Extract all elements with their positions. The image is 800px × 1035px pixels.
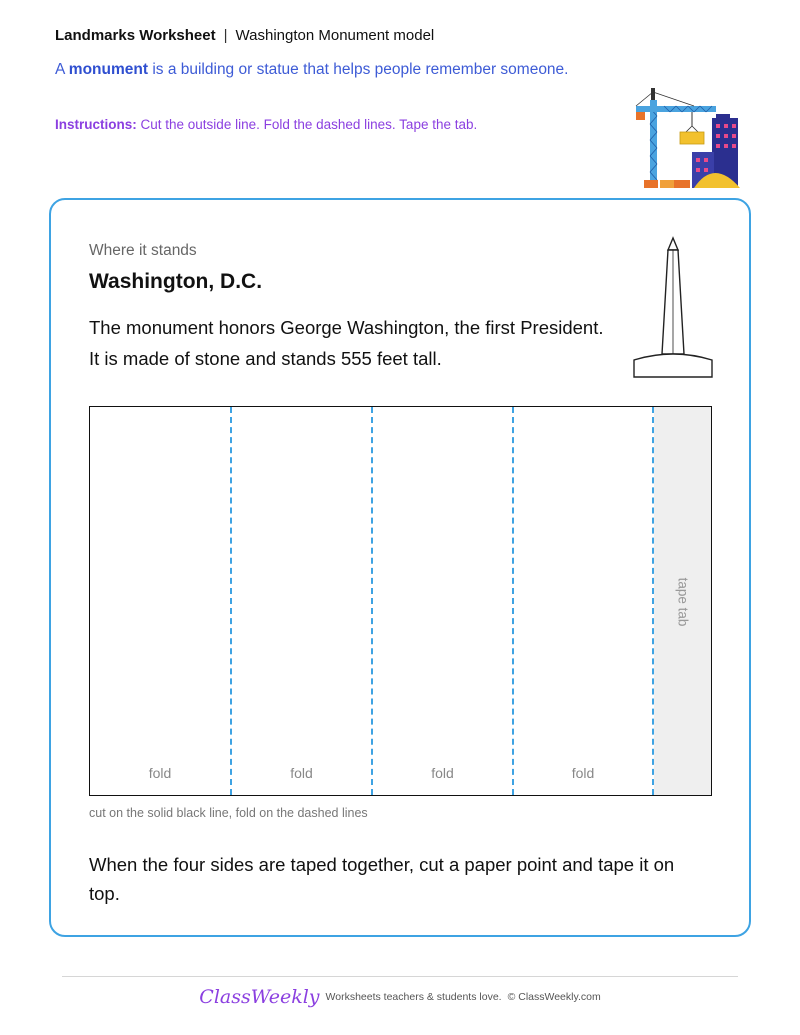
monument-definition [55,57,575,82]
template-panel [514,407,654,795]
fold-label: fold [571,765,595,781]
final-instruction: When the four sides are taped together, cut a paper point and tape it on top. [89,854,675,904]
template-panel [232,407,373,795]
worksheet-name: Landmarks Worksheet [55,27,216,44]
worksheet-header [55,27,434,44]
tape-tab-label: tape tab [675,577,690,627]
instructions [55,117,477,132]
fold-label: fold [431,765,454,781]
footer-tagline: Worksheets teachers & students love. [325,991,502,1003]
instructions-label: Instructions: [55,117,137,132]
template-panel [373,407,514,795]
location-eyebrow: Where it stands [89,242,197,259]
fold-template [89,406,712,796]
fold-label: fold [148,765,172,781]
header-separator: | [223,27,228,44]
tape-tab [654,407,711,795]
brand-logo: ClassWeekly [199,986,320,1008]
instructions-text: Cut the outside line. Fold the dashed lines. Tape the tab. [136,117,478,132]
worksheet-topic: Washington Monument model [235,27,435,44]
monument-description: The monument honors George Washington, the first President. It is made of stone and stands 555 feet tall. [89,317,604,369]
obelisk-icon [630,236,716,380]
fold-label: fold [290,765,313,781]
location-title: Washington, D.C. [89,270,263,293]
footer-copyright: © ClassWeekly.com [507,991,601,1003]
definition-text: is a building or statue that helps people remember someone. [148,61,569,78]
footer [0,986,800,1008]
cut-fold-note: cut on the solid black line, fold on the dashed lines [89,806,368,820]
definition-prefix: A [55,61,69,78]
construction-crane-icon [634,88,744,190]
footer-divider [62,976,738,977]
template-panel [90,407,232,795]
definition-term: monument [68,61,149,78]
